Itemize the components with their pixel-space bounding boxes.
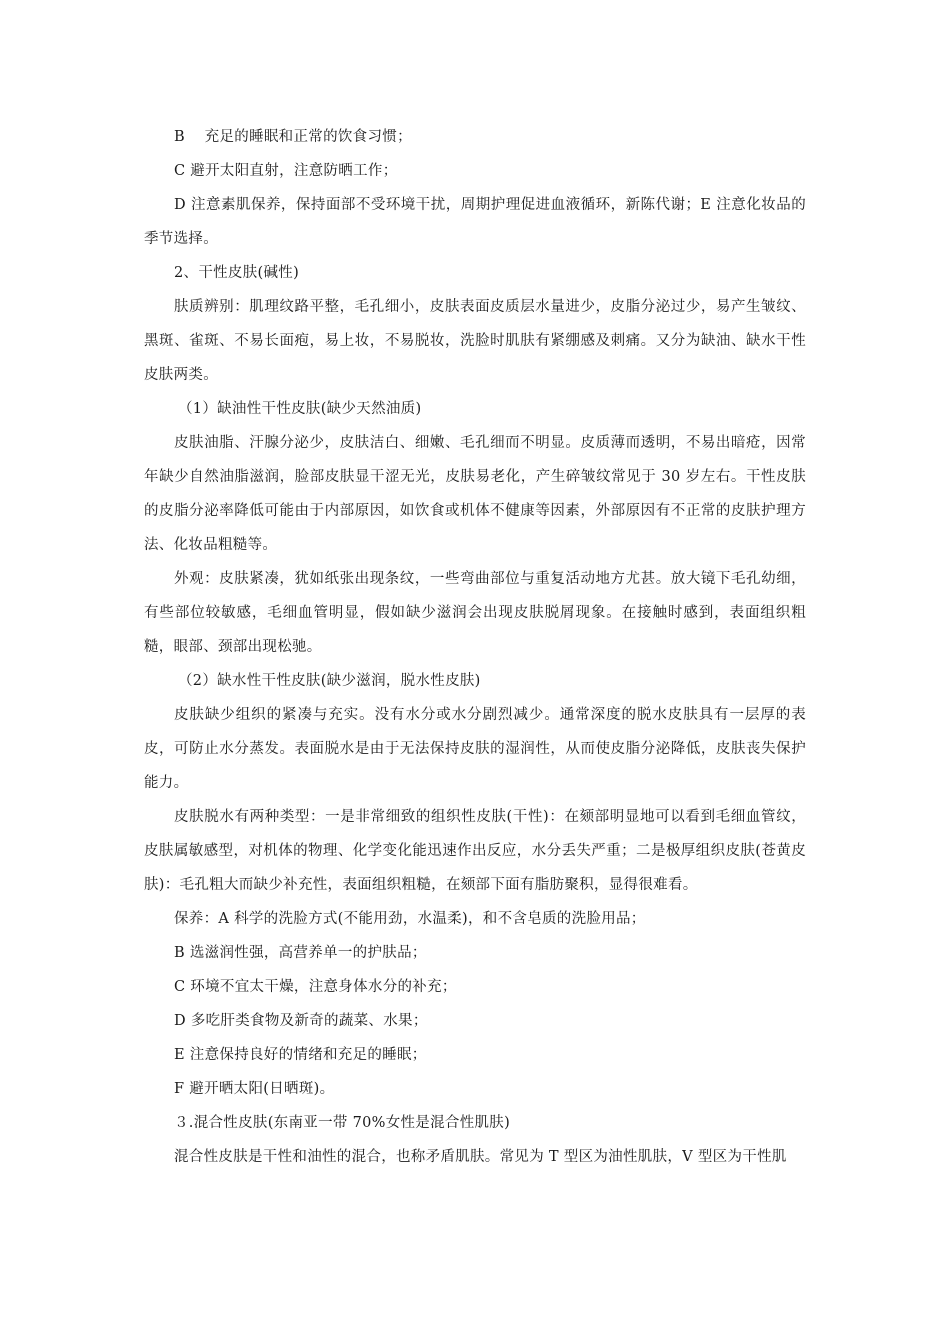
section-heading-combination-skin: ３.混合性皮肤(东南亚一带 70%女性是混合性肌肤) [174,1115,511,1131]
paragraph-water-deficient-desc: 皮肤缺少组织的紧凑与充实。没有水分或水分剧烈减少。通常深度的脱水皮肤具有一层厚的表皮，可防止水分蒸发。表面脱水是由于无法保持皮肤的湿润性，从而使皮脂分泌降低，皮肤丧失保护能力。 [144,707,806,791]
paragraph-skin-identification: 肤质辨别：肌理纹路平整，毛孔细小，皮肤表面皮质层水量进少，皮脂分泌过少，易产生皱纹、黑斑、雀斑、不易长面疱，易上妆，不易脱妆，洗脸时肌肤有紧绷感及刺痛。又分为缺油、缺水干性皮肤两类。 [144,299,806,383]
paragraph-care-d-food: D 多吃肝类食物及新奇的蔬菜、水果； [174,1013,428,1029]
paragraph-care-d-e: D 注意素肌保养，保持面部不受环境干扰，周期护理促进血液循环，新陈代谢；E 注意化妆品的季节选择。 [144,197,806,247]
paragraph-oil-deficient-desc: 皮肤油脂、汗腺分泌少，皮肤洁白、细嫩、毛孔细而不明显。皮质薄而透明，不易出暗疮，因常年缺少自然油脂滋润，脸部皮肤显干涩无光，皮肤易老化，产生碎皱纹常见于 30 岁左右。干性皮肤的皮脂分泌率降低可能由于内部原因，如饮食或机体不健康等因素，外部原因有不正常的皮肤护理方法、化妆品粗糙等。 [144,435,806,553]
paragraph-care-a-wash: 保养：A 科学的洗脸方式(不能用劲，水温柔)，和不含皂质的洗脸用品； [174,911,646,927]
section-heading-dry-skin: 2、干性皮肤(碱性) [174,265,300,281]
paragraph-care-b-products: B 选滋润性强，高营养单一的护肤品； [174,945,427,961]
paragraph-care-c-sun: C 避开太阳直射，注意防晒工作； [174,163,398,179]
paragraph-combination-desc: 混合性皮肤是干性和油性的混合，也称矛盾肌肤。常见为 T 型区为油性肌肤，V 型区为干性肌 [174,1149,787,1165]
subheading-water-deficient: （2）缺水性干性皮肤(缺少滋润，脱水性皮肤) [178,673,481,689]
paragraph-care-b-sleep: B 充足的睡眠和正常的饮食习惯； [174,129,412,145]
paragraph-dehydration-types: 皮肤脱水有两种类型：一是非常细致的组织性皮肤(干性)：在颏部明显地可以看到毛细血管纹，皮肤属敏感型，对机体的物理、化学变化能迅速作出反应，水分丢失严重；二是极厚组织皮肤(苍黄皮肤)：毛孔粗大而缺少补充性，表面组织粗糙，在颏部下面有脂肪聚积，显得很难看。 [144,809,806,893]
paragraph-care-e-mood: E 注意保持良好的情绪和充足的睡眠； [174,1047,427,1063]
paragraph-care-c-environment: C 环境不宜太干燥，注意身体水分的补充； [174,979,457,995]
paragraph-care-f-sun: F 避开晒太阳(日晒斑)。 [174,1081,335,1097]
paragraph-appearance: 外观：皮肤紧凑，犹如纸张出现条纹，一些弯曲部位与重复活动地方尤甚。放大镜下毛孔幼细，有些部位较敏感，毛细血管明显，假如缺少滋润会出现皮肤脱屑现象。在接触时感到，表面组织粗糙，眼部、颈部出现松驰。 [144,571,806,655]
subheading-oil-deficient: （1）缺油性干性皮肤(缺少天然油质) [178,401,422,417]
document-body [144,120,806,1174]
